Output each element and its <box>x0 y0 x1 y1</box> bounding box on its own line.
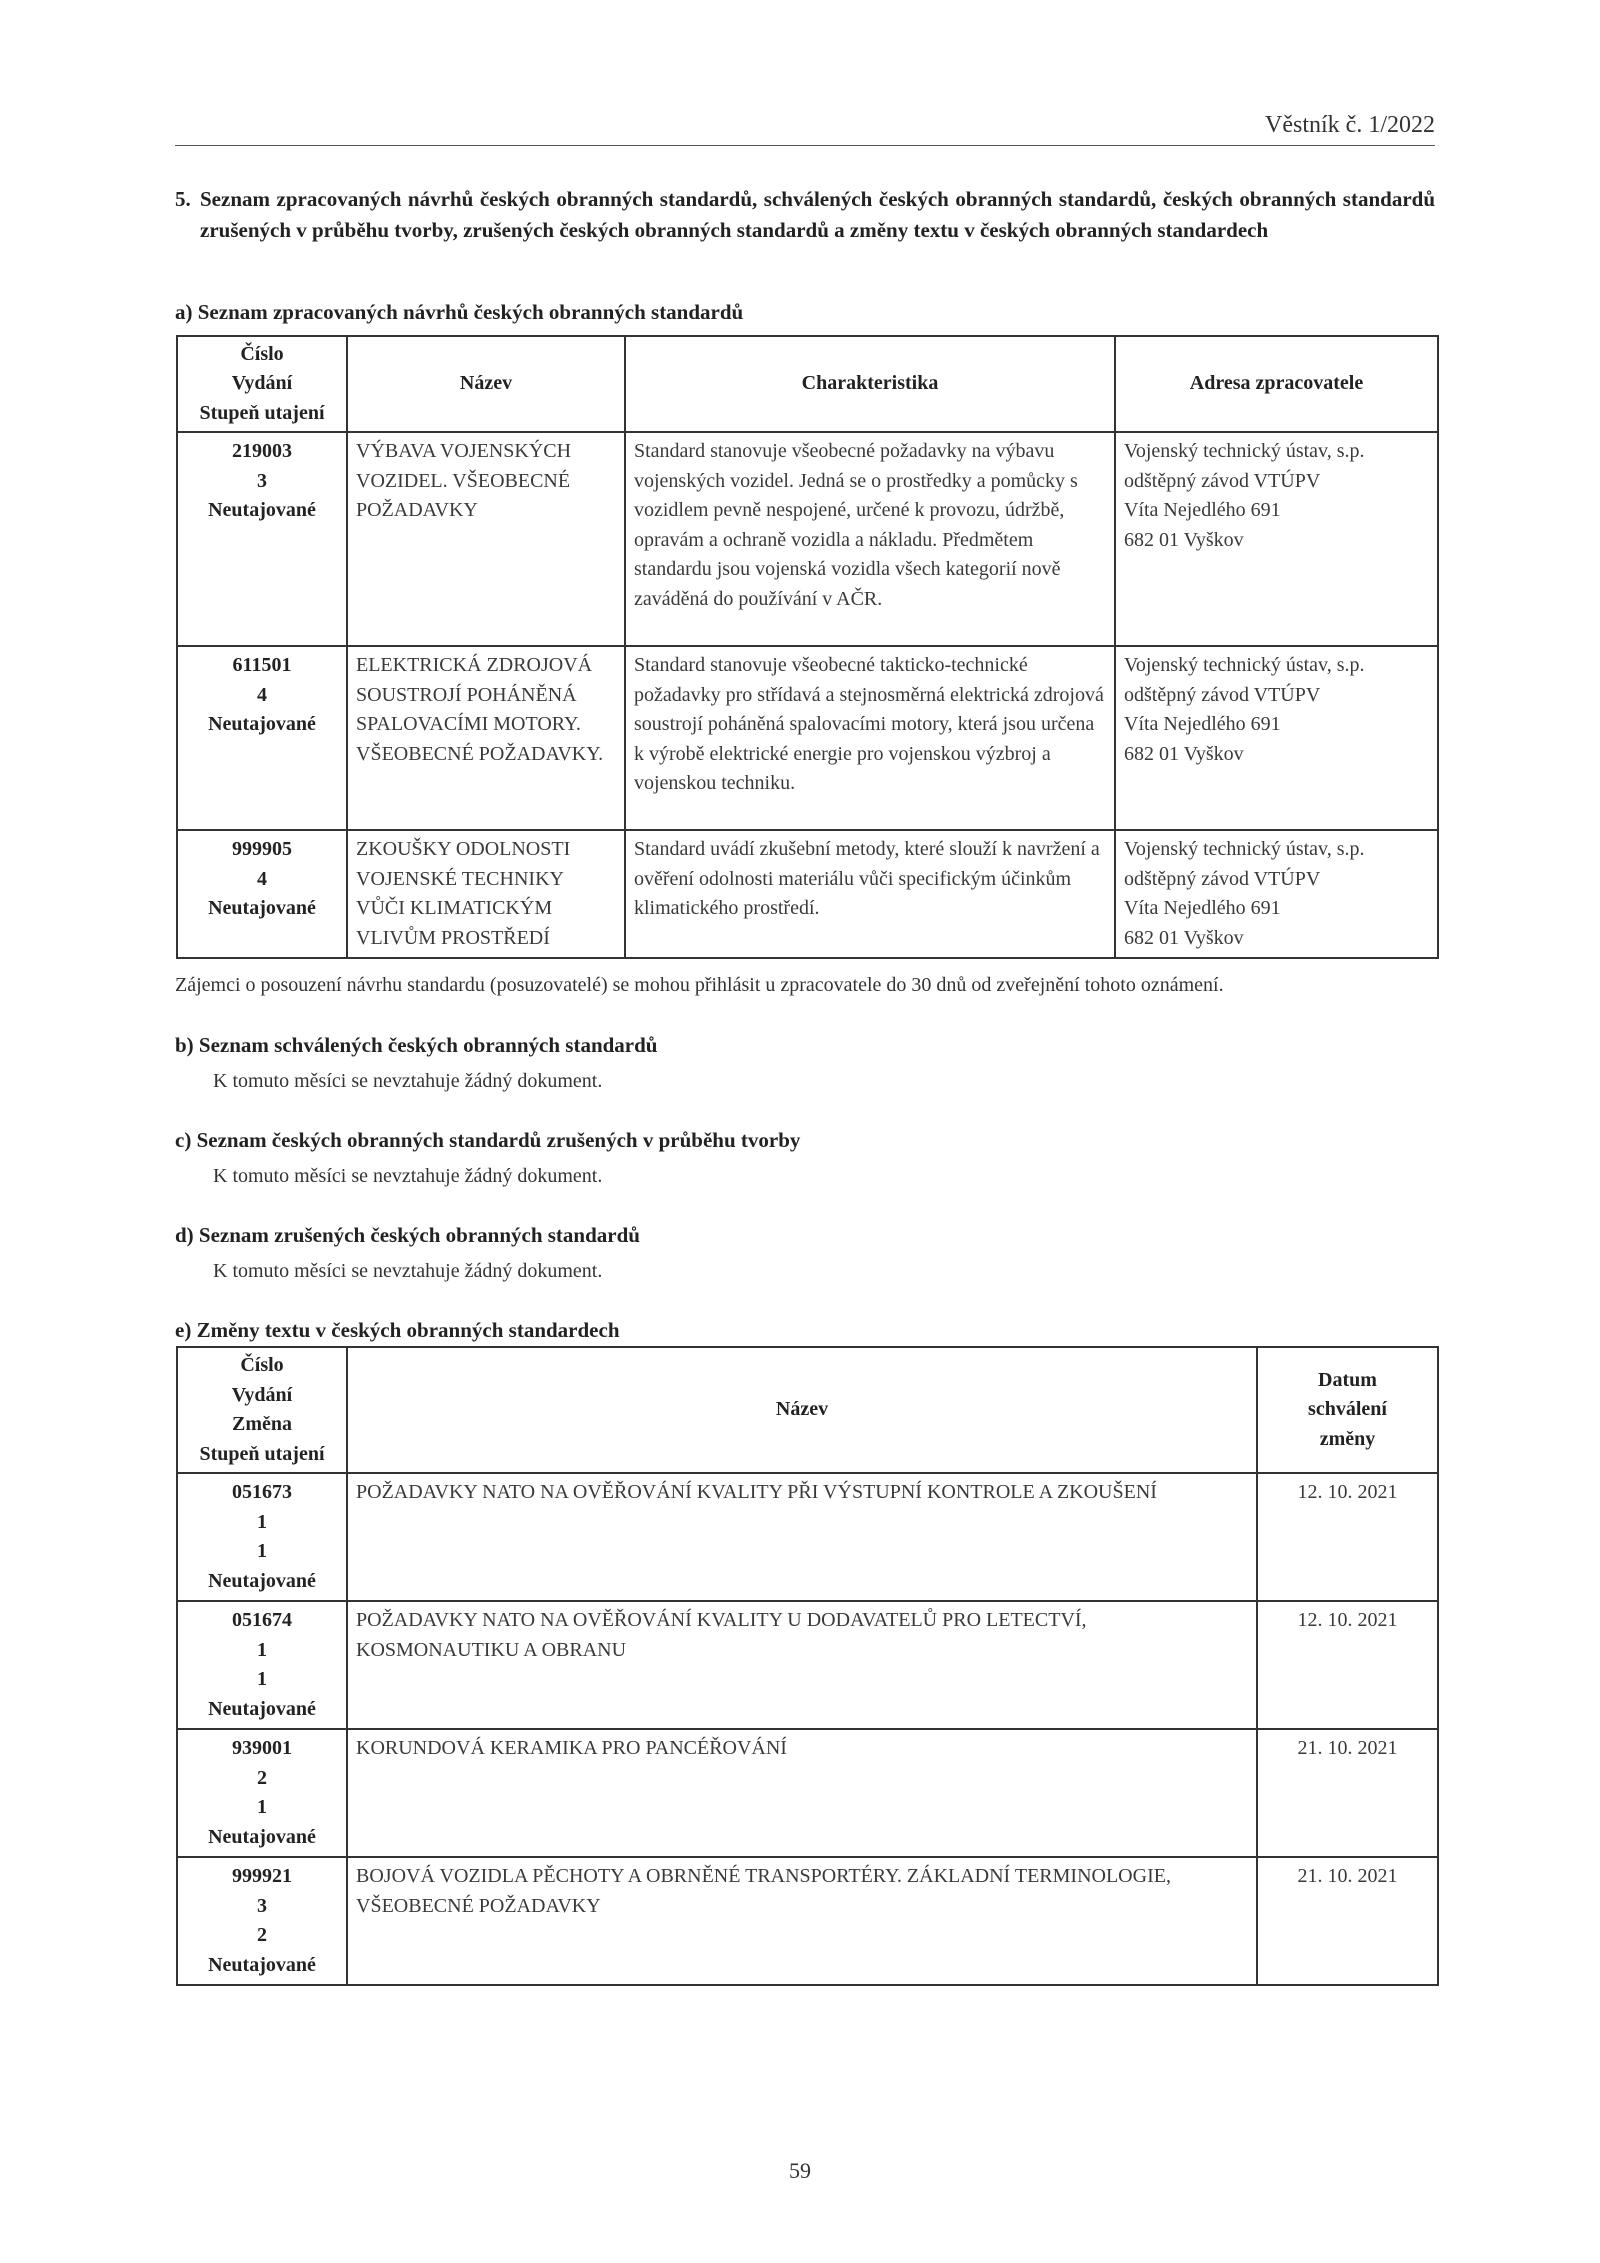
approval-date-cell: 12. 10. 2021 <box>1257 1601 1438 1729</box>
standard-name-cell: ZKOUŠKY ODOLNOSTI VOJENSKÉ TECHNIKY VŮČI KLIMATICKÝM VLIVŮM PROSTŘEDÍ <box>347 830 625 958</box>
standard-id-cell: 219003 3 Neutajované <box>177 432 347 646</box>
col-header-approval-date: Datum schválení změny <box>1257 1347 1438 1473</box>
table-row <box>177 1729 1438 1857</box>
col-header-address: Adresa zpracovatele <box>1115 336 1438 432</box>
processor-address-cell: Vojenský technický ústav, s.p. odštěpný závod VTÚPV Víta Nejedlého 691 682 01 Vyškov <box>1115 432 1438 646</box>
col-header-description: Charakteristika <box>625 336 1115 432</box>
standard-id-cell: 999905 4 Neutajované <box>177 830 347 958</box>
table-row <box>177 1601 1438 1729</box>
standard-name-cell: ELEKTRICKÁ ZDROJOVÁ SOUSTROJÍ POHÁNĚNÁ SPALOVACÍMI MOTORY. VŠEOBECNÉ POŽADAVKY. <box>347 646 625 830</box>
standard-id-cell: 611501 4 Neutajované <box>177 646 347 830</box>
col-header-name: Název <box>347 336 625 432</box>
standard-name-cell: KORUNDOVÁ KERAMIKA PRO PANCÉŘOVÁNÍ <box>347 1729 1257 1857</box>
table-row <box>177 1473 1438 1601</box>
reviewer-note: Zájemci o posouzení návrhu standardu (posuzovatelé) se mohou přihlásit u zpracovatele do 30 dnů od zveřejnění tohoto oznámení. <box>175 974 1224 996</box>
standard-description-cell: Standard stanovuje všeobecné takticko-technické požadavky pro střídavá a stejnosměrná elektrická zdrojová soustrojí poháněná spalovacími motory, která jsou určena k výrobě elektrické energie pro vojenskou výzbroj a vojenskou techniku. <box>625 646 1115 830</box>
approval-date-cell: 12. 10. 2021 <box>1257 1473 1438 1601</box>
table-row <box>177 432 1438 646</box>
processor-address-cell: Vojenský technický ústav, s.p. odštěpný závod VTÚPV Víta Nejedlého 691 682 01 Vyškov <box>1115 646 1438 830</box>
standard-id-cell: 051674 1 1 Neutajované <box>177 1601 347 1729</box>
part-d-note: K tomuto měsíci se nevztahuje žádný dokument. <box>213 1260 603 1282</box>
text-changes-table <box>176 1346 1439 1986</box>
part-e-heading: e) Změny textu v českých obranných standardech <box>175 1318 620 1342</box>
col-header-number: Číslo Vydání Stupeň utajení <box>177 336 347 432</box>
section-title-text: Seznam zpracovaných návrhů českých obranných standardů, schválených českých obranných standardů, českých obranných standardů zrušených v průběhu tvorby, zrušených českých obranných standardů a změny textu v českých obranných standardech <box>200 187 1435 242</box>
col-header-number: Číslo Vydání Změna Stupeň utajení <box>177 1347 347 1473</box>
table-row <box>177 830 1438 958</box>
part-c-note: K tomuto měsíci se nevztahuje žádný dokument. <box>213 1165 603 1187</box>
standard-id-cell: 939001 2 1 Neutajované <box>177 1729 347 1857</box>
standard-id-cell: 051673 1 1 Neutajované <box>177 1473 347 1601</box>
page-number: 59 <box>789 2158 811 2183</box>
section-title <box>175 184 1435 246</box>
standard-name-cell: VÝBAVA VOJENSKÝCH VOZIDEL. VŠEOBECNÉ POŽADAVKY <box>347 432 625 646</box>
part-c-heading: c) Seznam českých obranných standardů zrušených v průběhu tvorby <box>175 1128 801 1152</box>
part-b-heading: b) Seznam schválených českých obranných standardů <box>175 1033 658 1057</box>
part-d-heading: d) Seznam zrušených českých obranných standardů <box>175 1223 640 1247</box>
table-row <box>177 646 1438 830</box>
standard-name-cell: POŽADAVKY NATO NA OVĚŘOVÁNÍ KVALITY PŘI VÝSTUPNÍ KONTROLE A ZKOUŠENÍ <box>347 1473 1257 1601</box>
col-header-name: Název <box>347 1347 1257 1473</box>
draft-standards-table <box>176 335 1439 959</box>
standard-name-cell: BOJOVÁ VOZIDLA PĚCHOTY A OBRNĚNÉ TRANSPORTÉRY. ZÁKLADNÍ TERMINOLOGIE, VŠEOBECNÉ POŽADAVKY <box>347 1857 1257 1985</box>
approval-date-cell: 21. 10. 2021 <box>1257 1857 1438 1985</box>
header-rule <box>175 145 1435 146</box>
standard-description-cell: Standard stanovuje všeobecné požadavky na výbavu vojenských vozidel. Jedná se o prostředky a pomůcky s vozidlem pevně nespojené, určené k provozu, údržbě, opravám a ochraně vozidla a nákladu. Předmětem standardu jsou vojenská vozidla všech kategorií nově zaváděná do používání v AČR. <box>625 432 1115 646</box>
standard-name-cell: POŽADAVKY NATO NA OVĚŘOVÁNÍ KVALITY U DODAVATELŮ PRO LETECTVÍ, KOSMONAUTIKU A OBRANU <box>347 1601 1257 1729</box>
table-row <box>177 1857 1438 1985</box>
part-b-note: K tomuto měsíci se nevztahuje žádný dokument. <box>213 1070 603 1092</box>
standard-description-cell: Standard uvádí zkušební metody, které slouží k navržení a ověření odolnosti materiálu vůči specifickým účinkům klimatického prostředí. <box>625 830 1115 958</box>
part-a-heading: a) Seznam zpracovaných návrhů českých obranných standardů <box>175 300 744 324</box>
journal-title: Věstník č. 1/2022 <box>1265 112 1435 138</box>
standard-id-cell: 999921 3 2 Neutajované <box>177 1857 347 1985</box>
processor-address-cell: Vojenský technický ústav, s.p. odštěpný závod VTÚPV Víta Nejedlého 691 682 01 Vyškov <box>1115 830 1438 958</box>
section-number: 5. <box>175 187 191 211</box>
approval-date-cell: 21. 10. 2021 <box>1257 1729 1438 1857</box>
